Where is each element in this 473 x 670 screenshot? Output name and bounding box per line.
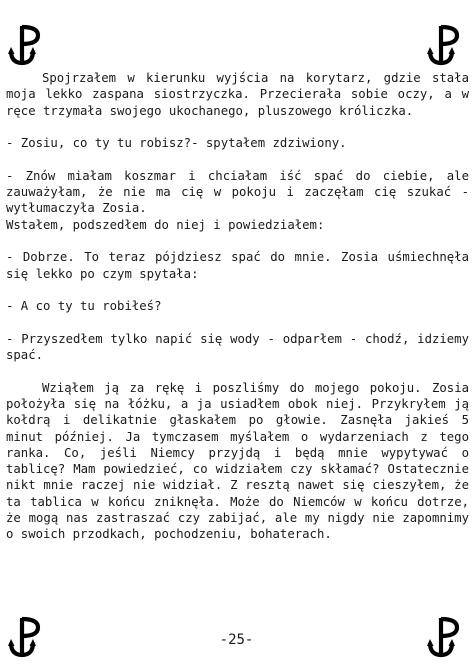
paragraph: - Przyszedłem tylko napić się wody - odparłem - chodź, idziemy spać.	[6, 331, 469, 363]
page-number: -25-	[219, 632, 254, 648]
story-text	[6, 70, 469, 543]
paragraph: - Zosiu, co ty tu robisz?- spytałem zdziwiony.	[6, 136, 347, 151]
kotwica-anchor-icon	[427, 614, 463, 660]
paragraph: - Znów miałam koszmar i chciałam iść spać do ciebie, ale zauważyłam, że nie ma cię w pokoju i zaczęłam cię szukać - wytłumaczyła Zosia.	[6, 168, 469, 216]
paragraph: - A co ty tu robiłeś?	[6, 299, 162, 314]
paragraph: Wstałem, podszedłem do niej i powiedziałem:	[6, 217, 325, 232]
paragraph: Wziąłem ją za rękę i poszliśmy do mojego pokoju. Zosia położyła się na łóżku, a ja usiadłem obok niej. Przykryłem ją kołdrą i delikatnie głaskałem po głowie. Zasnęła jakieś 5 minut później. Ja tymczasem myślałem o wydarzeniach z tego ranka. Co, jeśli Niemcy przyjdą i będą mnie wypytywać o tablicę? Mam powiedzieć, co widziałem czy skłamać? Ostatecznie nikt mnie raczej nie widział. Z resztą nawet się cieszyłem, że ta tablica w końcu zniknęła. Może do Niemców w końcu dotrze, że mogą nas zastraszać czy zabijać, ale my nigdy nie zapomnimy o swoich przodkach, pochodzeniu, bohaterach.	[6, 380, 469, 542]
kotwica-anchor-icon	[427, 22, 463, 68]
kotwica-anchor-icon	[8, 22, 44, 68]
paragraph: - Dobrze. To teraz pójdziesz spać do mnie. Zosia uśmiechnęła się lekko po czym spytała:	[6, 250, 469, 281]
paragraph: Spojrzałem w kierunku wyjścia na korytarz, gdzie stała moja lekko zaspana siostrzyczka. Przecierała sobie oczy, a w ręce trzymała swojego ukochanego, pluszowego króliczka.	[6, 71, 469, 118]
